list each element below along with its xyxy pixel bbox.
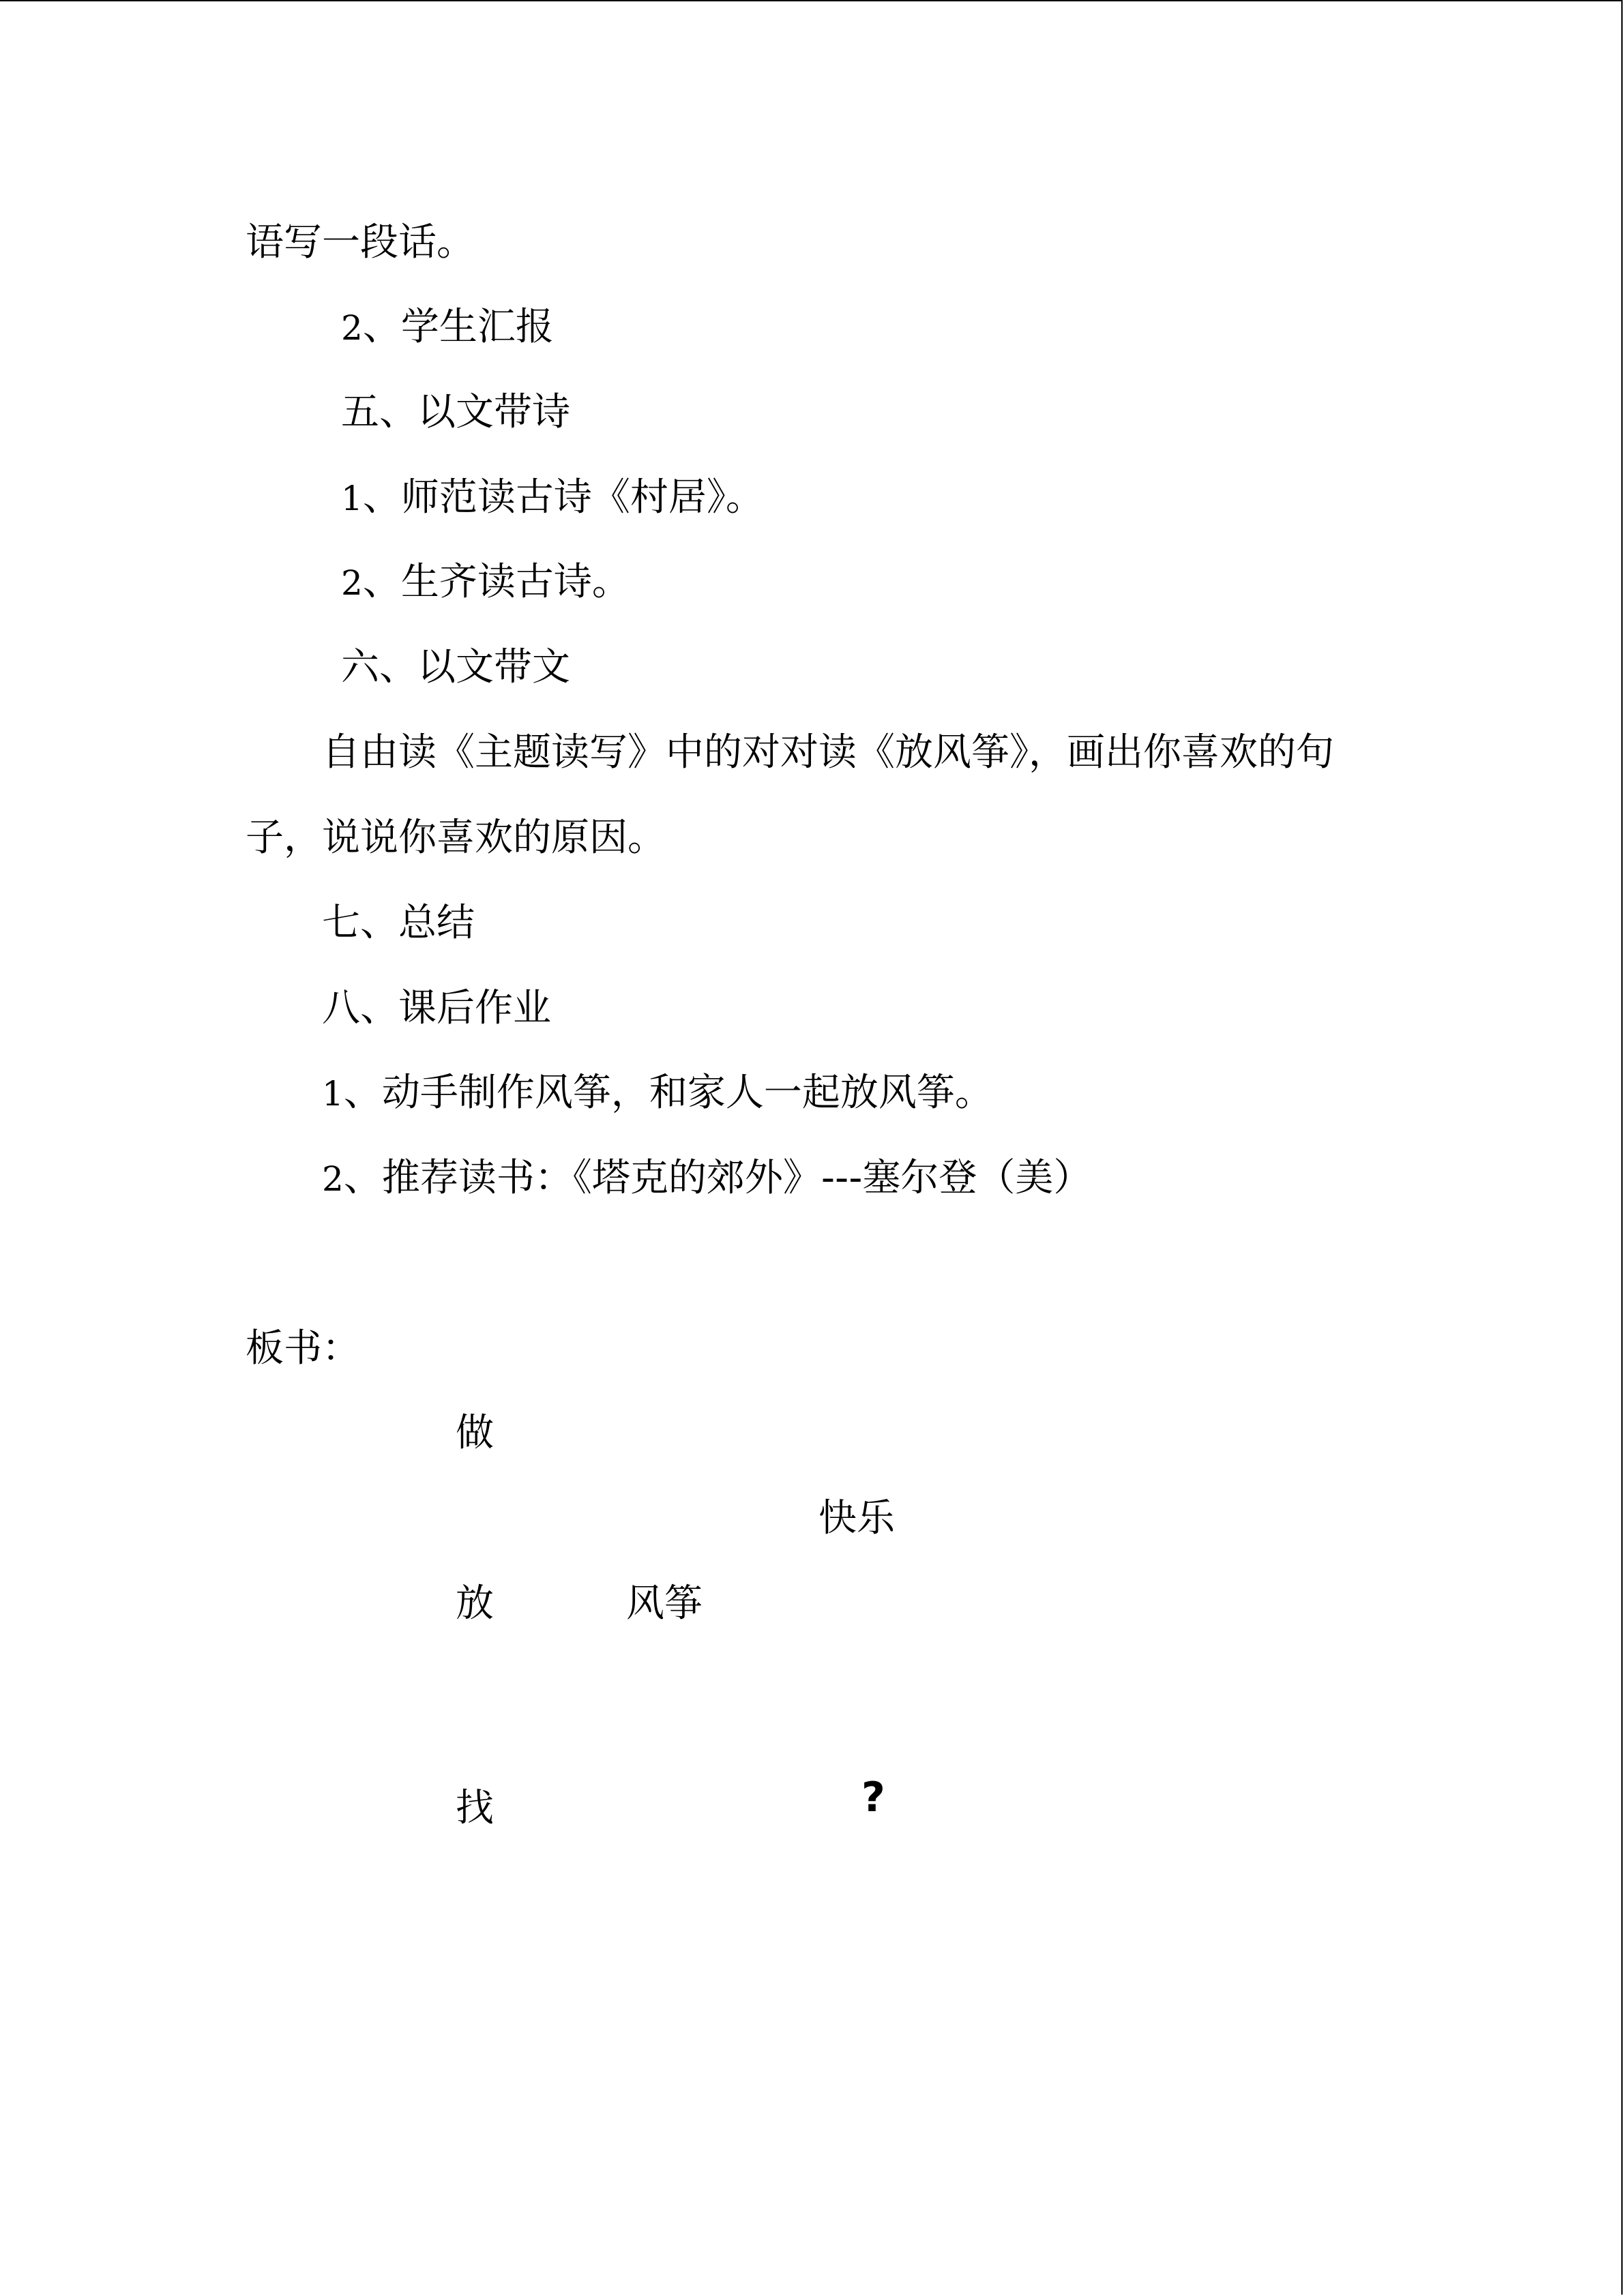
section-heading-5: 五、以文带诗 [341, 390, 570, 434]
text-line-4: 1、师范读古诗《村居》。 [341, 475, 764, 520]
text-line-5: 2、生齐读古诗。 [341, 560, 630, 604]
section-heading-8: 八、课后作业 [322, 986, 551, 1030]
section-heading-7: 七、总结 [322, 901, 475, 945]
item-number: 2 [322, 1159, 344, 1199]
text-line-1: 语写一段话。 [246, 220, 475, 265]
section-heading-6: 六、以文带文 [341, 645, 570, 689]
board-word-fang: 放 [456, 1581, 494, 1626]
board-question-mark: ? [861, 1774, 885, 1821]
homework-item-2: 2、推荐读书：《塔克的郊外》---塞尔登（美） [322, 1156, 1092, 1200]
board-word-kuaile: 快乐 [818, 1496, 895, 1540]
item-number: 2 [341, 563, 363, 603]
board-word-zhao: 找 [456, 1786, 494, 1830]
board-label: 板书： [246, 1326, 360, 1371]
item-number: 1 [341, 479, 363, 518]
homework-item-1: 1、动手制作风筝，和家人一起放风筝。 [322, 1071, 993, 1115]
text-line-2: 2、学生汇报 [341, 305, 554, 349]
paragraph-line-2: 子，说说你喜欢的原因。 [246, 816, 666, 860]
item-number: 2 [341, 308, 363, 348]
paragraph-line-1: 自由读《主题读写》中的对对读《放风筝》，画出你喜欢的句 [322, 730, 1334, 775]
item-number: 1 [322, 1074, 344, 1114]
board-word-fengzheng: 风筝 [626, 1581, 703, 1626]
board-word-zuo: 做 [456, 1411, 494, 1455]
